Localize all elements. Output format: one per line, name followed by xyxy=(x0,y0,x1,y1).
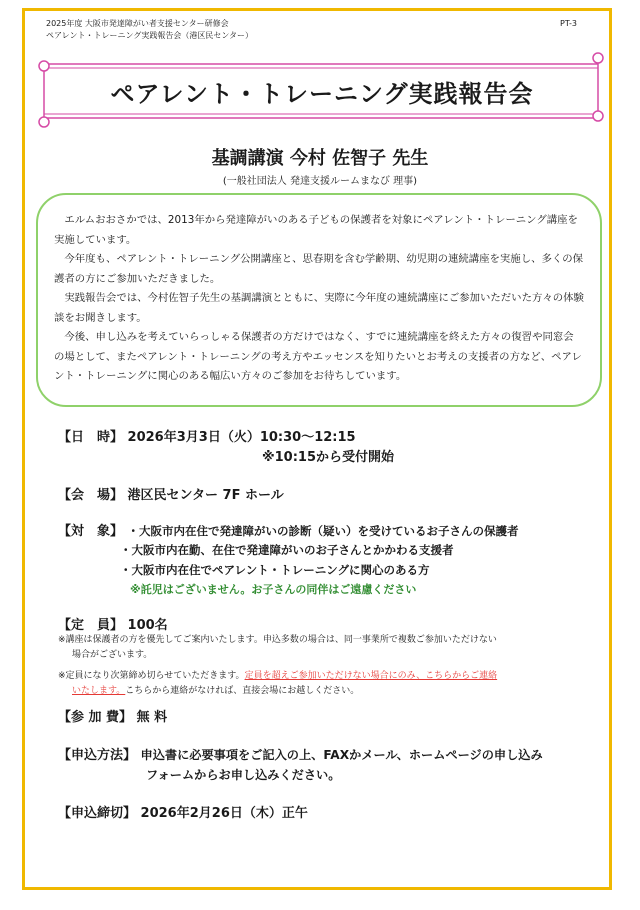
venue-value: 港区民センター 7F ホール xyxy=(127,488,284,503)
reception-time: ※10:15から受付開始 xyxy=(262,450,395,465)
target-label: 【対 象】 xyxy=(58,524,124,539)
capacity-note-2-tail: こちらから連絡がなければ、直接会場にお越しください。 xyxy=(125,686,360,696)
venue-row xyxy=(58,484,284,503)
capacity-note-1-cont: 場合がございます。 xyxy=(72,650,153,660)
capacity-note-2-highlight: 定員を超えご参加いただけない場合にのみ、こちらからご連絡 xyxy=(244,671,498,681)
fee-value: 無 料 xyxy=(136,710,168,725)
fee-label: 【参 加 費】 xyxy=(58,710,133,725)
fee-row xyxy=(58,706,167,725)
header-org-line1: 2025年度 大阪市発達障がい者支援センター研修会 xyxy=(46,19,229,28)
deadline-value: 2026年2月26日（木）正午 xyxy=(140,806,308,821)
target-row xyxy=(58,520,519,539)
venue-label: 【会 場】 xyxy=(58,488,124,503)
capacity-note-1: ※講座は保護者の方を優先してご案内いたします。申込多数の場合は、同一事業所で複数ご参加いただけない xyxy=(58,635,497,645)
application-line2: フォームからお申し込みください。 xyxy=(146,768,341,782)
document-code: PT-3 xyxy=(560,19,577,28)
datetime-value: 2026年3月3日（火）10:30～12:15 xyxy=(127,430,356,445)
deadline-label: 【申込締切】 xyxy=(58,806,137,821)
datetime-label: 【日 時】 xyxy=(58,430,124,445)
target-item: ・大阪市内在住でペアレント・トレーニングに関心のある方 xyxy=(120,563,430,577)
target-item: ・大阪市内在住で発達障がいの診断（疑い）を受けているお子さんの保護者 xyxy=(127,524,519,538)
capacity-note-2 xyxy=(58,669,497,684)
capacity-note-2-highlight-cont: いたします。 xyxy=(72,686,126,696)
intro-paragraph: エルムおおさかでは、2013年から発達障がいのある子どもの保護者を対象にペアレント・トレーニング講座を実施しています。 xyxy=(54,214,578,246)
intro-box xyxy=(36,193,602,407)
application-label: 【申込方法】 xyxy=(58,748,137,763)
capacity-value: 100名 xyxy=(127,618,168,633)
event-title: ペアレント・トレーニング実践報告会 xyxy=(110,80,534,108)
intro-paragraph: 今後、申し込みを考えていらっしゃる保護者の方だけではなく、すでに連続講座を終えた方々の復習や同窓会の場として、またペアレント・トレーニングの考え方やエッセンスを知りたいとお考えの支援者の方など、ペアレント・トレーニングに関心のある幅広い方々のご参加をお待ちしています。 xyxy=(54,331,582,382)
intro-paragraph: 今年度も、ペアレント・トレーニング公開講座と、思春期を含む学齢期、幼児期の連続講座を実施し、多くの保護者の方にご参加いただきました。 xyxy=(54,253,584,285)
header-organization xyxy=(46,18,253,42)
capacity-note-2-text: ※定員になり次第締め切らせていただきます。 xyxy=(58,671,245,681)
deadline-row xyxy=(58,802,308,821)
capacity-note-2-cont xyxy=(72,684,359,699)
target-item: ・大阪市内在勤、在住で発達障がいのお子さんとかかわる支援者 xyxy=(120,543,454,557)
childcare-note: ※託児はございません。お子さんの同伴はご遠慮ください xyxy=(130,583,417,596)
application-row xyxy=(58,744,543,763)
header-org-line2: ペアレント・トレーニング実践報告会（港区民センター） xyxy=(46,31,253,40)
keynote-title: 基調講演 今村 佐智子 先生 xyxy=(211,148,429,169)
application-line1: 申込書に必要事項をご記入の上、FAXかメール、ホームページの申し込み xyxy=(140,748,543,762)
keynote-affiliation: (一般社団法人 発達支援ルームまなび 理事) xyxy=(222,176,418,187)
capacity-row xyxy=(58,614,168,633)
datetime-row xyxy=(58,426,356,445)
intro-paragraph: 実践報告会では、今村佐智子先生の基調講演とともに、実際に今年度の連続講座にご参加いただいた方々の体験談をお聞きします。 xyxy=(54,292,584,324)
capacity-label: 【定 員】 xyxy=(58,618,124,633)
